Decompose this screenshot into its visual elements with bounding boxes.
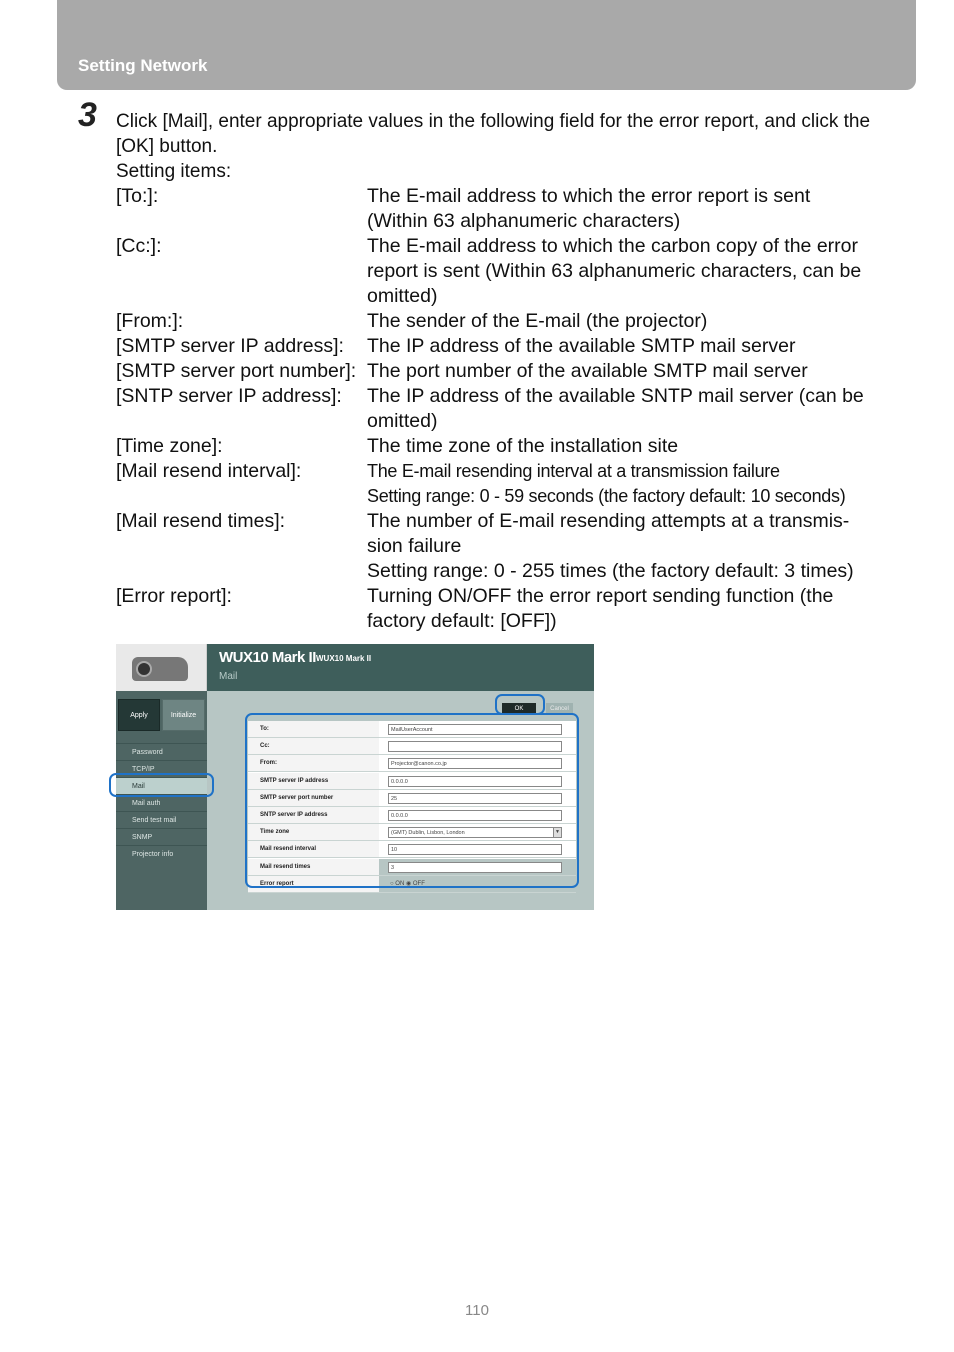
- sidebar-item-mail-auth[interactable]: Mail auth: [116, 794, 207, 811]
- setting-item: [116, 234, 906, 309]
- step-number: 3: [78, 96, 97, 134]
- radio-label: OFF: [412, 880, 425, 887]
- form-label: SNTP server IP address: [248, 807, 379, 823]
- setting-item: [116, 184, 906, 234]
- sidebar-item-projector-info[interactable]: Projector info: [116, 845, 207, 862]
- projector-lens: [136, 661, 152, 677]
- input-value: Projector@canon.co.jp: [391, 761, 447, 768]
- sidebar-item-snmp[interactable]: SNMP: [116, 828, 207, 845]
- setting-item-term: [Error report]:: [116, 585, 232, 607]
- sidebar-item-send-test-mail[interactable]: Send test mail: [116, 811, 207, 828]
- setting-item: [116, 509, 906, 584]
- setting-item: [116, 309, 906, 334]
- form-label: SMTP server IP address: [248, 773, 379, 789]
- ok-highlight: [495, 694, 545, 715]
- setting-item: [116, 434, 906, 459]
- form-highlight: [245, 713, 579, 888]
- setting-item-description: [367, 334, 906, 359]
- input-value: 10: [391, 847, 398, 854]
- description-line: The E-mail address to which the carbon copy of the error: [367, 235, 858, 257]
- setting-item: [116, 334, 906, 359]
- form-label: Cc:: [248, 738, 379, 754]
- radio-button[interactable]: ◉: [405, 880, 413, 887]
- setting-items-list: [116, 184, 906, 634]
- setting-items-heading: Setting items:: [116, 161, 232, 182]
- setting-item: [116, 384, 906, 434]
- radio-button[interactable]: ○: [390, 880, 396, 887]
- setting-item-term: [SMTP server port number]:: [116, 360, 357, 382]
- radio-label: ON: [395, 880, 405, 887]
- sidebar-item-mail[interactable]: Mail: [116, 777, 207, 794]
- setting-item-description: [367, 384, 906, 434]
- form-label: Error report: [248, 876, 379, 892]
- cancel-button[interactable]: Cancel: [546, 703, 573, 714]
- initialize-button[interactable]: Initialize: [162, 699, 205, 731]
- sidebar-nav: [116, 743, 207, 862]
- input-value: (GMT) Dublin, Lisbon, London: [391, 830, 465, 837]
- description-line: The IP address of the available SNTP mail server (can be: [367, 385, 864, 407]
- model-name: WUX10 Mark II: [219, 649, 316, 666]
- sidebar-item-password[interactable]: Password: [116, 743, 207, 760]
- description-line: sion failure: [367, 535, 462, 557]
- setting-item-term: [Mail resend interval]:: [116, 460, 302, 482]
- description-line: factory default: [OFF]): [367, 610, 557, 632]
- description-line: The E-mail address to which the error report is sent: [367, 185, 811, 207]
- input-value: 0.0.0.0: [391, 778, 408, 785]
- screenshot-sidebar: [116, 691, 207, 910]
- page-name: Mail: [219, 671, 238, 682]
- form-label: To:: [248, 721, 379, 737]
- model-name-small: WUX10 Mark II: [316, 654, 372, 663]
- setting-item-term: [SMTP server IP address]:: [116, 335, 344, 357]
- description-line: report is sent (Within 63 alphanumeric characters, can be: [367, 260, 862, 282]
- description-line: The port number of the available SMTP mail server: [367, 360, 808, 382]
- description-line: Setting range: 0 - 255 times (the factory default: 3 times): [367, 560, 854, 582]
- section-title: Setting Network: [78, 56, 208, 75]
- setting-item-term: [To:]:: [116, 185, 159, 207]
- setting-item-term: [From:]:: [116, 310, 184, 332]
- setting-item-term: [SNTP server IP address]:: [116, 385, 342, 407]
- setting-item-description: [367, 309, 906, 334]
- description-line: The sender of the E-mail (the projector): [367, 310, 708, 332]
- description-line: The IP address of the available SMTP mail server: [367, 335, 796, 357]
- setting-item-description: [367, 459, 906, 509]
- setting-item-description: [367, 359, 906, 384]
- setting-item-description: [367, 509, 906, 584]
- form-label: Mail resend times: [248, 859, 379, 875]
- apply-button[interactable]: Apply: [118, 699, 160, 731]
- description-line: Turning ON/OFF the error report sending function (the: [367, 585, 834, 607]
- step-instruction: Click [Mail], enter appropriate values in the following field for the error report, and click the [OK] button.: [116, 111, 871, 157]
- setting-item-term: [Time zone]:: [116, 435, 223, 457]
- page-number: 110: [465, 1302, 489, 1319]
- description-line: The time zone of the installation site: [367, 435, 679, 457]
- setting-item-description: [367, 234, 906, 309]
- sidebar-item-tcp-ip[interactable]: TCP/IP: [116, 760, 207, 777]
- header-bar: [57, 0, 916, 90]
- screenshot-header: [207, 644, 594, 691]
- setting-item-description: [367, 434, 906, 459]
- setting-item: [116, 459, 906, 509]
- setting-item: [116, 584, 906, 634]
- description-line: The number of E-mail resending attempts at a transmis-: [367, 510, 850, 532]
- form-label: SMTP server port number: [248, 790, 379, 806]
- setting-item-description: [367, 584, 906, 634]
- setting-item: [116, 359, 906, 384]
- form-label: From:: [248, 755, 379, 771]
- input-value: 25: [391, 795, 398, 802]
- setting-item-description: [367, 184, 906, 234]
- form-label: Time zone: [248, 824, 379, 840]
- ok-button[interactable]: OK: [502, 703, 536, 714]
- mail-nav-highlight: [109, 773, 214, 797]
- description-line: Setting range: 0 - 59 seconds (the factory default: 10 seconds): [367, 486, 846, 506]
- setting-item-term: [Mail resend times]:: [116, 510, 286, 532]
- description-line: omitted): [367, 410, 438, 432]
- form-label: Mail resend interval: [248, 841, 379, 857]
- setting-item-term: [Cc:]:: [116, 235, 162, 257]
- description-line: (Within 63 alphanumeric characters): [367, 210, 681, 232]
- description-line: omitted): [367, 285, 438, 307]
- projector-thumbnail: [116, 644, 207, 691]
- input-value: 0.0.0.0: [391, 813, 408, 819]
- chevron-down-icon[interactable]: ▼: [553, 828, 561, 837]
- input-value: MailUserAccount: [391, 727, 433, 733]
- description-line: The E-mail resending interval at a transmission failure: [367, 461, 780, 481]
- input-value: 3: [391, 864, 395, 871]
